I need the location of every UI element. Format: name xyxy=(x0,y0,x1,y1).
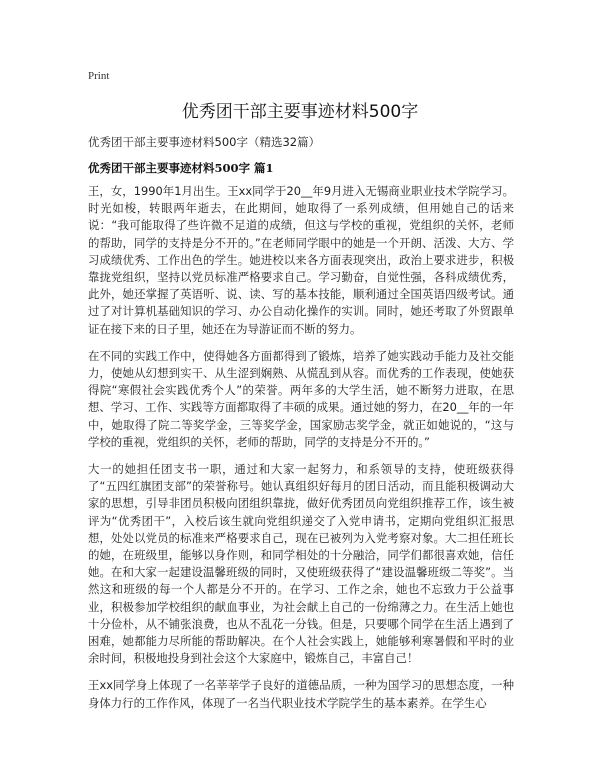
print-link[interactable]: Print xyxy=(88,70,110,82)
document-body xyxy=(88,183,514,722)
document-subtitle: 优秀团干部主要事迹材料500字（精选32篇） xyxy=(88,135,321,149)
paragraph: 王xx同学身上体现了一名莘莘学子良好的道德品质，一种为国学习的思想态度，一种身体力行的工作作风，体现了一名当代职业技术学院学生的基本素养。在学生心 xyxy=(88,678,514,710)
document-title: 优秀团干部主要事迹材料500字 xyxy=(181,102,419,122)
paragraph: 大一的她担任团支书一职，通过和大家一起努力，和系领导的支持，使班级获得了“五四红旗团支部”的荣誉称号。她认真组织好每月的团日活动，而且能积极调动大家的思想，引导非团员积极向团组织靠拢，做好优秀团员向党组织推荐工作，该生被评为“优秀团干”，入校后该生就向党组织递交了入党申请书，定期向党组织汇报思想，处处以党员的标准来严格要求自己，现在已被列为入党考察对象。大二担任班长的她，在班级里，能够以身作则，和同学相处的十分融洽，同学们都很喜欢她，信任她。在和大家一起建设温馨班级的同时，又使班级获得了“建设温馨班级二等奖”。当然这和班级的每一个人都是分不开的。在学习、工作之余，她也不忘致力于公益事业，积极参加学校组织的献血事业，为社会献上自己的一份绵薄之力。在生活上她也十分俭朴，从不铺张浪费，也从不乱花一分钱。但是，只要哪个同学在生活上遇到了困难，她都能力尽所能的帮助解决。在个人社会实践上，她能够利寒暑假和平时的业余时间，积极地投身到社会这个大家庭中，锻炼自己，丰富自己！ xyxy=(88,462,514,666)
section-heading: 优秀团干部主要事迹材料500字 篇1 xyxy=(88,161,274,175)
paragraph: 王，女，1990年1月出生。王xx同学于20__年9月进入无锡商业职业技术学院学习。时光如梭，转眼两年逝去，在此期间，她取得了一系列成绩，但用她自己的话来说：“我可能取得了些许微不足道的成绩，但这与学校的重视，党组织的关怀，老师的帮助，同学的支持是分不开的。”在老师同学眼中的她是一个开朗、活泼、大方、学习成绩优秀、工作出色的学生。她进校以来各方面表现突出，政治上要求进步，积极靠拢党组织，坚持以党员标准严格要求自己。学习勤奋，自觉性强，各科成绩优秀，此外，她还掌握了英语听、说、读、写的基本技能，顺利通过全国英语四级考试。通过了对计算机基础知识的学习、办公自动化操作的实训。同时，她还考取了外贸跟单证在接下来的日子里，她还在为导游证而不断的努力。 xyxy=(88,184,514,336)
paragraph: 在不同的实践工作中，使得她各方面都得到了锻炼，培养了她实践动手能力及社交能力，使她从幻想到实干、从生涩到娴熟、从慌乱到从容。而优秀的工作表现，使她获得院“寒假社会实践优秀个人”的荣誉。两年多的大学生活，她不断努力进取，在思想、学习、工作、实践等方面都取得了丰硕的成果。通过她的努力，在20__年的一年中，她取得了院二等奖学金，三等奖学金，国家励志奖学金，就正如她说的，“这与学校的重视，党组织的关怀，老师的帮助，同学的支持是分不开的。” xyxy=(88,348,514,449)
